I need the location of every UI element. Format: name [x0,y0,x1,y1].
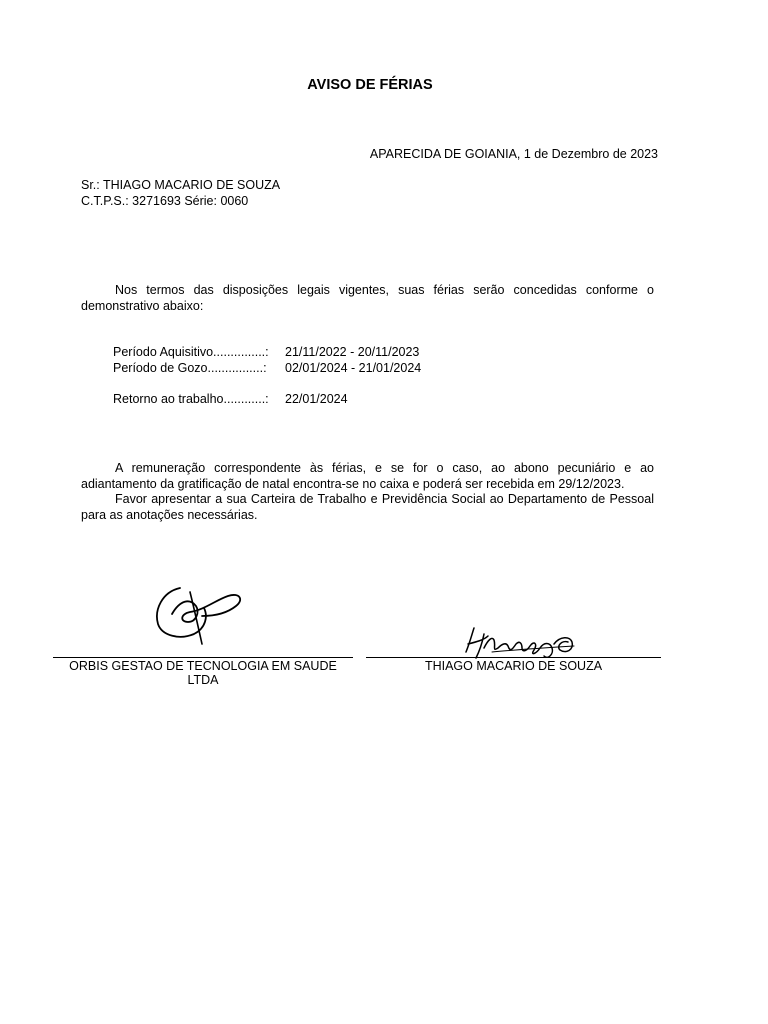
intro-paragraph [81,283,654,314]
period-row-enjoyment [113,361,421,377]
periods-table [113,345,421,408]
recipient-block [81,178,280,209]
employer-signature-icon [150,578,250,648]
intro-text: Nos termos das disposições legais vigentes, suas férias serão concedidas conforme o demonstrativo abaixo: [81,283,654,313]
period-value: 02/01/2024 - 21/01/2024 [285,360,422,375]
period-label: Período de Gozo................: [113,360,267,375]
period-row-acquisition [113,345,421,361]
remuneration-block [81,461,654,492]
employee-signature-icon [462,622,582,662]
employer-signature-label: ORBIS GESTAO DE TECNOLOGIA EM SAUDE LTDA [69,659,337,687]
employer-signature-line [53,657,353,658]
request-text: Favor apresentar a sua Carteira de Trabalho e Previdência Social ao Departamento de Pessoal para as anotações necessárias. [81,492,654,522]
document-title: AVISO DE FÉRIAS [307,77,433,93]
recipient-ctps: C.T.P.S.: 3271693 Série: 0060 [81,193,249,208]
recipient-name: Sr.: THIAGO MACARIO DE SOUZA [81,178,281,192]
remuneration-text: A remuneração correspondente às férias, e se for o caso, ao abono pecuniário e ao adiantamento da gratificação de natal encontra-se no caixa e poderá ser recebida em 29/12/2023. [81,461,654,491]
period-value: 21/11/2022 - 20/11/2023 [285,345,420,359]
period-value: 22/01/2024 [285,392,348,406]
period-label: Período Aquisitivo...............: [113,345,269,359]
employee-signature-label: THIAGO MACARIO DE SOUZA [424,659,603,673]
period-label: Retorno ao trabalho............: [113,392,269,406]
remuneration-paragraph [81,461,654,523]
period-row-return [113,392,421,408]
place-date: APARECIDA DE GOIANIA, 1 de Dezembro de 2023 [369,147,658,161]
employee-signature-line [366,657,661,658]
request-block [81,492,654,523]
